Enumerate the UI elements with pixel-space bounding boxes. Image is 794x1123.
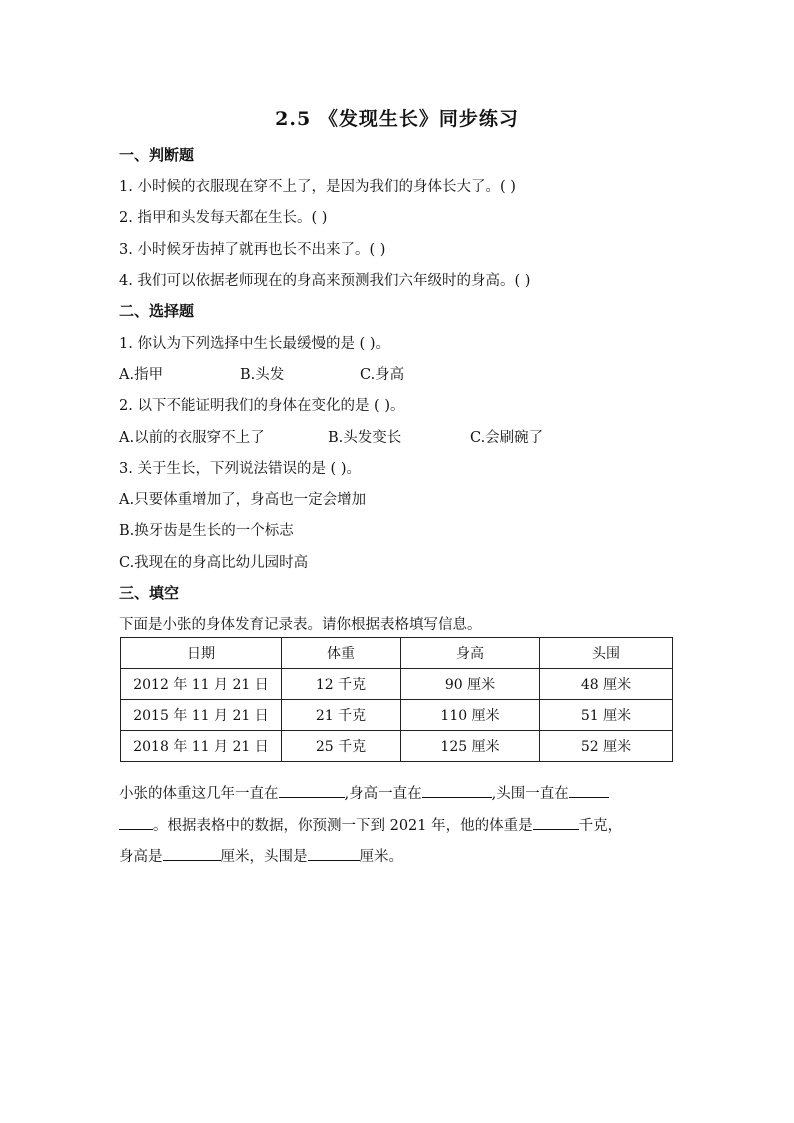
table-cell: 25 千克: [282, 731, 401, 762]
fill-text: ,身高一直在: [344, 786, 422, 802]
page-title: 2.5 《发现生长》同步练习: [275, 108, 519, 130]
table-cell: 21 千克: [282, 700, 401, 731]
choice-q1-option-c: C.身高: [360, 367, 405, 383]
choice-q2-option-a: A.以前的衣服穿不上了: [119, 430, 265, 446]
answer-blank-head-trend[interactable]: [569, 783, 609, 798]
choice-q3-option-c: C.我现在的身高比幼儿园时高: [119, 555, 309, 571]
table-header-date: 日期: [121, 638, 282, 669]
answer-blank-height-trend[interactable]: [422, 783, 492, 798]
table-cell: 125 厘米: [401, 731, 540, 762]
table-row: [121, 700, 673, 731]
choice-q1-option-b: B.头发: [240, 367, 285, 383]
fill-text: 小张的体重这几年一直在: [119, 786, 279, 802]
table-row: [121, 731, 673, 762]
table-cell: 2015 年 11 月 21 日: [121, 700, 282, 731]
judgment-item-3: 3. 小时候牙齿掉了就再也长不出来了。( ): [119, 242, 386, 258]
choice-q3-option-a: A.只要体重增加了，身高也一定会增加: [119, 492, 367, 508]
judgment-item-4: 4. 我们可以依据老师现在的身高来预测我们六年级时的身高。( ): [119, 273, 531, 289]
table-cell: 52 厘米: [540, 731, 673, 762]
fill-paragraph-line-3: [119, 845, 403, 866]
choice-q1-option-a: A.指甲: [119, 367, 164, 383]
table-cell: 90 厘米: [401, 669, 540, 700]
answer-blank-weight-trend[interactable]: [279, 783, 345, 798]
answer-blank-predicted-head[interactable]: [308, 846, 360, 861]
fill-text: ,头围一直在: [491, 786, 569, 802]
growth-record-table: [120, 637, 673, 762]
table-cell: 2018 年 11 月 21 日: [121, 731, 282, 762]
choice-question-2: 2. 以下不能证明我们的身体在变化的是 ( )。: [119, 398, 405, 414]
fill-text: 千克，: [578, 818, 623, 834]
answer-blank-predicted-weight[interactable]: [533, 815, 579, 830]
fill-intro: 下面是小张的身体发育记录表。请你根据表格填写信息。: [119, 617, 482, 633]
table-header-head-circumference: 头围: [540, 638, 673, 669]
fill-text: 身高是: [119, 849, 163, 865]
answer-blank-predicted-height[interactable]: [163, 846, 221, 861]
table-header-height: 身高: [401, 638, 540, 669]
table-cell: 48 厘米: [540, 669, 673, 700]
fill-paragraph-line-2: [119, 814, 622, 835]
table-cell: 12 千克: [282, 669, 401, 700]
fill-text: 。根据表格中的数据，你预测一下到 2021 年，他的体重是: [153, 818, 533, 834]
choice-question-1: 1. 你认为下列选择中生长最缓慢的是 ( )。: [119, 336, 390, 352]
fill-text: 厘米，头围是: [220, 849, 308, 865]
choice-q2-option-c: C.会刷碗了: [470, 430, 544, 446]
section-heading-fill: 三、填空: [119, 584, 180, 602]
table-cell: 110 厘米: [401, 700, 540, 731]
section-heading-judgment: 一、判断题: [119, 146, 195, 164]
choice-q3-option-b: B.换牙齿是生长的一个标志: [119, 523, 294, 539]
judgment-item-2: 2. 指甲和头发每天都在生长。( ): [119, 210, 328, 226]
choice-q2-option-b: B.头发变长: [328, 430, 402, 446]
fill-paragraph-line-1: [119, 782, 609, 803]
choice-question-3: 3. 关于生长，下列说法错误的是 ( )。: [119, 461, 361, 477]
judgment-item-1: 1. 小时候的衣服现在穿不上了，是因为我们的身体长大了。( ): [119, 179, 516, 195]
answer-blank-head-trend-continued[interactable]: [119, 815, 153, 830]
table-cell: 2012 年 11 月 21 日: [121, 669, 282, 700]
table-header-weight: 体重: [282, 638, 401, 669]
table-header-row: [121, 638, 673, 669]
table-row: [121, 669, 673, 700]
section-heading-choice: 二、选择题: [119, 302, 195, 320]
fill-text: 厘米。: [359, 849, 403, 865]
table-cell: 51 厘米: [540, 700, 673, 731]
